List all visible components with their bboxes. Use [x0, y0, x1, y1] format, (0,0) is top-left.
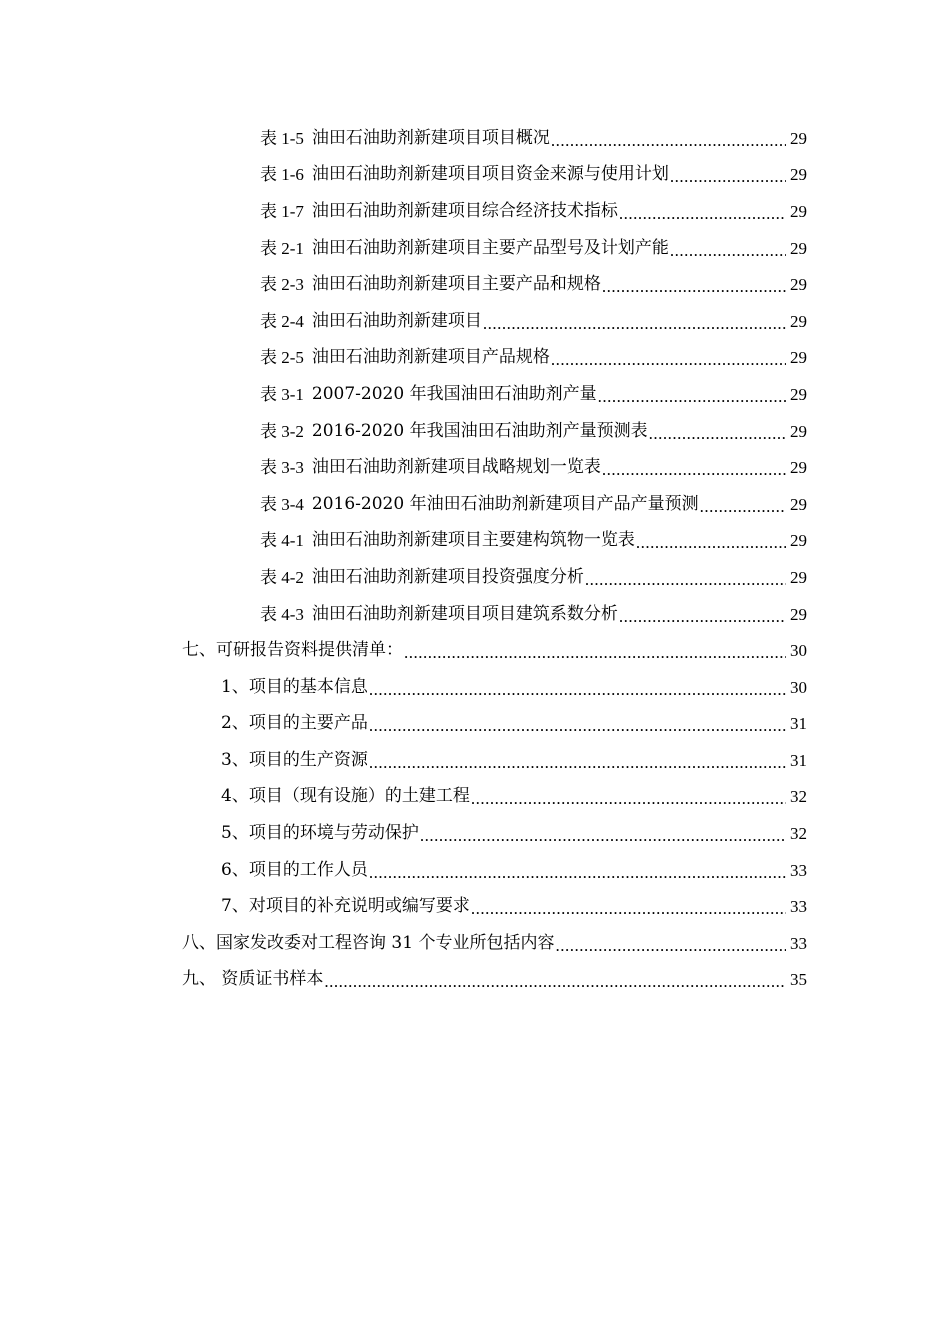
toc-entry-title: 油田石油助剂新建项目项目资金来源与使用计划	[311, 164, 669, 185]
toc-leader-dots	[619, 608, 786, 625]
toc-page-number: 30	[790, 677, 807, 697]
toc-entry-number: 表 3-4	[260, 494, 304, 514]
toc-leader-dots	[420, 827, 786, 844]
toc-page-number: 31	[790, 750, 807, 770]
toc-leader-dots	[700, 498, 786, 515]
toc-page-number: 33	[790, 897, 807, 917]
toc-page-number: 33	[790, 860, 807, 880]
toc-page-number: 29	[790, 201, 807, 221]
toc-subsection-entry[interactable]	[0, 852, 950, 889]
toc-entry-title: 油田石油助剂新建项目产品规格	[311, 347, 550, 368]
toc-leader-dots	[324, 973, 786, 990]
toc-entry[interactable]	[0, 449, 950, 486]
toc-entry[interactable]	[0, 559, 950, 596]
toc-entry-title: 油田石油助剂新建项目综合经济技术指标	[311, 200, 618, 221]
toc-entry-number: 表 2-5	[260, 348, 304, 368]
toc-leader-dots	[551, 351, 786, 368]
toc-entry-title: 2、项目的主要产品	[221, 713, 368, 734]
toc-leader-dots	[636, 534, 786, 551]
toc-entry-title: 油田石油助剂新建项目主要产品和规格	[311, 274, 601, 295]
toc-page-number: 29	[790, 458, 807, 478]
toc-entry-title: 3、项目的生产资源	[221, 749, 368, 770]
toc-entry-title: 5、项目的环境与劳动保护	[221, 823, 419, 844]
toc-subsection-entry[interactable]	[0, 779, 950, 816]
toc-page-number: 29	[790, 311, 807, 331]
toc-subsection-entry[interactable]	[0, 669, 950, 706]
toc-entry-number: 表 1-7	[260, 201, 304, 221]
toc-entry-title: 八、国家发改委对工程咨询 31 个专业所包括内容	[182, 932, 555, 953]
toc-leader-dots	[369, 864, 786, 881]
toc-entry[interactable]	[0, 230, 950, 267]
toc-entry[interactable]	[0, 120, 950, 157]
table-of-contents	[0, 120, 950, 998]
toc-entry-title: 1、项目的基本信息	[221, 676, 368, 697]
toc-entry-title: 油田石油助剂新建项目主要产品型号及计划产能	[311, 237, 669, 258]
toc-subsection-entry[interactable]	[0, 706, 950, 743]
toc-entry-title: 2016-2020 年油田石油助剂新建项目产品产量预测	[311, 493, 699, 514]
toc-entry-title: 油田石油助剂新建项目战略规划一览表	[311, 457, 601, 478]
toc-entry-title: 6、项目的工作人员	[221, 859, 368, 880]
toc-leader-dots	[471, 790, 786, 807]
toc-page-number: 29	[790, 275, 807, 295]
toc-leader-dots	[551, 132, 786, 149]
toc-entry-number: 表 3-2	[260, 421, 304, 441]
toc-entry-title: 2016-2020 年我国油田石油助剂产量预测表	[311, 420, 648, 441]
toc-page-number: 31	[790, 714, 807, 734]
toc-entry[interactable]	[0, 413, 950, 450]
toc-entry-title: 七、可研报告资料提供清单：	[182, 640, 403, 661]
toc-leader-dots	[619, 205, 786, 222]
toc-leader-dots	[602, 278, 786, 295]
toc-page-number: 29	[790, 567, 807, 587]
toc-leader-dots	[602, 461, 786, 478]
toc-page-number: 29	[790, 165, 807, 185]
toc-leader-dots	[369, 717, 786, 734]
toc-page-number: 29	[790, 494, 807, 514]
toc-leader-dots	[585, 571, 786, 588]
toc-entry-title: 油田石油助剂新建项目投资强度分析	[311, 566, 584, 587]
toc-leader-dots	[369, 681, 786, 698]
toc-entry[interactable]	[0, 340, 950, 377]
toc-entry-number: 表 2-1	[260, 238, 304, 258]
toc-page-number: 29	[790, 604, 807, 624]
toc-leader-dots	[471, 900, 786, 917]
toc-entry-number: 表 2-3	[260, 275, 304, 295]
toc-entry-number: 表 1-5	[260, 128, 304, 148]
toc-page-number: 29	[790, 531, 807, 551]
toc-page-number: 33	[790, 933, 807, 953]
toc-entry[interactable]	[0, 157, 950, 194]
toc-entry-title: 九、 资质证书样本	[182, 969, 324, 990]
toc-page-number: 29	[790, 238, 807, 258]
toc-page-number: 29	[790, 128, 807, 148]
toc-entry-number: 表 3-3	[260, 458, 304, 478]
toc-subsection-entry[interactable]	[0, 742, 950, 779]
toc-section-entry[interactable]	[0, 632, 950, 669]
toc-entry-title: 2007-2020 年我国油田石油助剂产量	[311, 383, 597, 404]
toc-entry[interactable]	[0, 486, 950, 523]
toc-section-entry[interactable]	[0, 925, 950, 962]
toc-page-number: 29	[790, 384, 807, 404]
toc-entry[interactable]	[0, 266, 950, 303]
toc-entry[interactable]	[0, 596, 950, 633]
toc-page-number: 29	[790, 348, 807, 368]
toc-entry-title: 油田石油助剂新建项目项目概况	[311, 127, 550, 148]
toc-entry-number: 表 1-6	[260, 165, 304, 185]
toc-subsection-entry[interactable]	[0, 888, 950, 925]
toc-leader-dots	[670, 168, 786, 185]
toc-entry[interactable]	[0, 376, 950, 413]
toc-subsection-entry[interactable]	[0, 815, 950, 852]
toc-leader-dots	[649, 425, 786, 442]
toc-entry-number: 表 3-1	[260, 384, 304, 404]
toc-leader-dots	[483, 315, 786, 332]
toc-entry-title: 油田石油助剂新建项目主要建构筑物一览表	[311, 530, 635, 551]
toc-leader-dots	[404, 644, 786, 661]
toc-page-number: 29	[790, 421, 807, 441]
toc-page-number: 30	[790, 641, 807, 661]
toc-entry-title: 7、对项目的补充说明或编写要求	[221, 896, 470, 917]
toc-entry-title: 4、项目（现有设施）的土建工程	[221, 786, 470, 807]
toc-entry[interactable]	[0, 303, 950, 340]
toc-page-number: 35	[790, 970, 807, 990]
toc-entry-title: 油田石油助剂新建项目	[311, 310, 482, 331]
toc-entry-number: 表 4-1	[260, 531, 304, 551]
toc-entry-title: 油田石油助剂新建项目项目建筑系数分析	[311, 603, 618, 624]
toc-leader-dots	[598, 388, 786, 405]
toc-entry[interactable]	[0, 193, 950, 230]
toc-entry[interactable]	[0, 523, 950, 560]
toc-page-number: 32	[790, 787, 807, 807]
toc-page-number: 32	[790, 824, 807, 844]
toc-leader-dots	[670, 242, 786, 259]
toc-entry-number: 表 2-4	[260, 311, 304, 331]
toc-leader-dots	[555, 937, 786, 954]
toc-leader-dots	[369, 754, 786, 771]
toc-section-entry[interactable]	[0, 962, 950, 999]
toc-entry-number: 表 4-2	[260, 567, 304, 587]
toc-entry-number: 表 4-3	[260, 604, 304, 624]
